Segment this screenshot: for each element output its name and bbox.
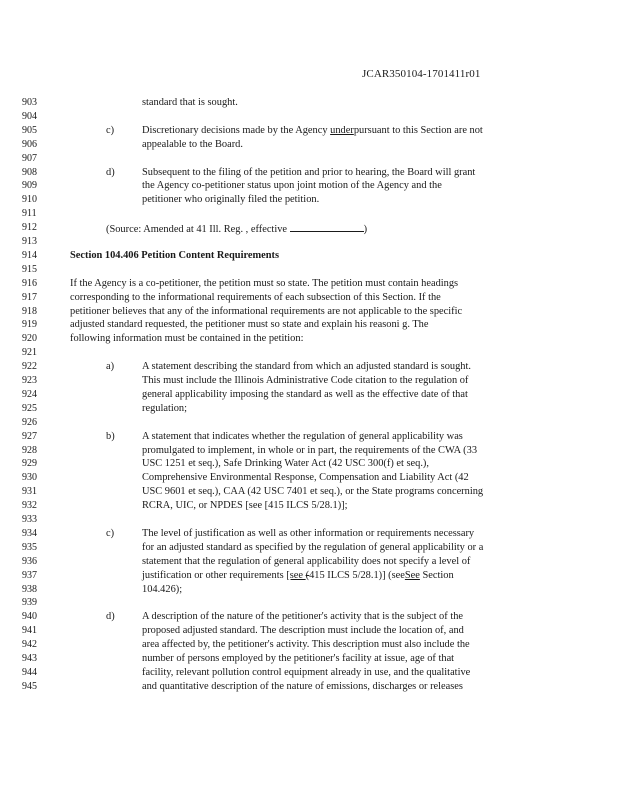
line-text <box>142 499 348 513</box>
line-text <box>142 527 474 541</box>
line-number: 922 <box>22 361 37 373</box>
blank-field <box>290 221 364 232</box>
line-number: 911 <box>22 208 37 220</box>
document-line <box>0 277 618 291</box>
document-line <box>0 124 618 138</box>
line-number: 913 <box>22 236 37 247</box>
document-line <box>0 430 618 444</box>
line-number: 926 <box>22 416 37 428</box>
line-text <box>142 471 469 485</box>
text-segment: (Source: Amended at 41 Ill. Reg. , effective <box>106 224 290 236</box>
line-text <box>142 624 464 638</box>
subsection-label: c) <box>106 124 115 136</box>
text-segment: promulgated to implement, in whole or in part, the requirements of the CWA (33 <box>142 444 478 456</box>
text-segment: A statement describing the standard from which an adjusted standard is sought. <box>142 361 471 373</box>
line-number: 915 <box>22 263 37 275</box>
text-segment: area affected by, the petitioner's activity. This description must also include the <box>142 639 470 651</box>
document-line <box>0 96 618 110</box>
line-text <box>142 179 442 193</box>
document-line <box>0 305 618 319</box>
text-segment: The level of justification as well as other information or requirements necessary <box>142 527 475 539</box>
line-text <box>142 138 243 152</box>
line-text <box>142 485 483 499</box>
document-line <box>0 110 618 124</box>
document-line <box>0 610 618 624</box>
text-segment: facility, relevant pollution control equipment already in use, and the qualitative <box>142 666 471 678</box>
text-segment: justification or other requirements <box>142 569 287 581</box>
text-segment: This must include the Illinois Administrative Code citation to the regulation of <box>142 375 469 386</box>
document-line <box>0 193 618 207</box>
document-line <box>0 555 618 569</box>
text-segment: under <box>330 124 354 136</box>
text-segment: standard that is sought. <box>142 97 238 108</box>
text-segment: general applicability imposing the standard as well as the effective date of that <box>142 388 468 400</box>
document-line <box>0 152 618 166</box>
line-number: 928 <box>22 444 37 456</box>
text-segment: proposed adjusted standard. The description must include the location of, and <box>142 625 464 637</box>
document-line <box>0 291 618 305</box>
line-number: 938 <box>22 583 37 595</box>
line-number: 905 <box>22 124 37 136</box>
line-number: 904 <box>22 110 37 122</box>
document-line <box>0 346 618 360</box>
line-text <box>142 555 470 569</box>
text-segment: Section <box>419 569 454 581</box>
document-line <box>0 638 618 652</box>
line-text <box>142 430 463 444</box>
text-segment: ( <box>305 569 310 581</box>
text-segment: USC 9601 et seq.), CAA (42 USC 7401 et seq.), or the State programs concerning <box>142 486 484 498</box>
line-text <box>142 374 468 388</box>
line-text <box>142 360 471 374</box>
text-segment: Discretionary decisions made by the Agency <box>142 124 331 136</box>
document-line <box>0 221 618 235</box>
line-number: 936 <box>22 555 37 567</box>
text-segment: Section 104.406 Petition Content Requirements <box>70 249 280 261</box>
line-number: 943 <box>22 653 37 664</box>
line-number: 925 <box>22 402 37 414</box>
line-number: 929 <box>22 458 37 470</box>
document-id-header: JCAR350104-1701411r01 <box>362 68 481 80</box>
line-text <box>70 332 303 346</box>
text-segment: petitioner who originally filed the petition. <box>142 194 320 206</box>
text-segment: adjusted standard requested, the petitioner must so state and explain his reasoni g. The <box>70 319 429 331</box>
line-text <box>142 166 475 180</box>
document-line <box>0 388 618 402</box>
document-line <box>0 596 618 610</box>
text-segment: for an adjusted standard as specified by the regulation of general applicability or a <box>142 541 484 553</box>
line-number: 942 <box>22 639 37 651</box>
document-line <box>0 624 618 638</box>
text-segment: A description of the nature of the petitioner's activity that is the subject of the <box>142 611 464 623</box>
text-segment: pursuant to this Section are not <box>353 124 483 136</box>
text-segment: USC 1251 et seq.), Safe Drinking Water Act (42 USC 300(f) et seq.), <box>142 458 429 470</box>
line-number: 944 <box>22 666 37 678</box>
line-text <box>142 193 319 207</box>
text-segment: 415 ILCS 5/28.1)] (see <box>309 569 405 581</box>
section-heading <box>70 249 279 263</box>
document-line <box>0 485 618 499</box>
line-text <box>142 124 483 138</box>
line-text <box>142 666 470 680</box>
document-line <box>0 179 618 193</box>
line-text <box>142 541 483 555</box>
text-segment: See <box>404 569 420 581</box>
line-number: 923 <box>22 375 37 386</box>
document-line <box>0 499 618 513</box>
text-segment: If the Agency is a co-petitioner, the petition must so state. The petition must contain headings <box>70 277 459 289</box>
line-number: 917 <box>22 291 37 303</box>
text-segment: and quantitative description of the nature of emissions, discharges or releases <box>142 680 463 692</box>
line-text <box>70 277 458 291</box>
line-text <box>70 305 462 319</box>
text-segment: Subsequent to the filing of the petition and prior to hearing, the Board will grant <box>142 166 476 178</box>
document-line <box>0 527 618 541</box>
text-segment: ) <box>363 224 368 236</box>
line-text <box>142 680 463 694</box>
line-number: 934 <box>22 527 37 539</box>
subsection-label: b) <box>106 430 115 442</box>
line-number: 908 <box>22 166 37 178</box>
line-text <box>142 610 463 624</box>
line-number: 921 <box>22 347 37 359</box>
line-number: 930 <box>22 472 37 484</box>
document-line <box>0 249 618 263</box>
document-line <box>0 457 618 471</box>
document-line <box>0 263 618 277</box>
text-segment: statement that the regulation of general applicability does not specify a level of <box>142 555 471 567</box>
line-text <box>142 444 477 458</box>
document-line <box>0 652 618 666</box>
line-number: 910 <box>22 194 37 206</box>
line-number: 933 <box>22 514 37 525</box>
document-line <box>0 360 618 374</box>
line-number: 907 <box>22 152 37 164</box>
document-line <box>0 166 618 180</box>
line-number: 906 <box>22 138 37 150</box>
line-number: 916 <box>22 277 37 289</box>
line-text <box>142 388 468 402</box>
text-segment: RCRA, UIC, or NPDES [see [415 ILCS 5/28.1)]; <box>142 500 348 512</box>
line-number: 924 <box>22 388 37 400</box>
document-line <box>0 471 618 485</box>
line-number: 941 <box>22 625 37 637</box>
document-line <box>0 138 618 152</box>
document-line <box>0 332 618 346</box>
document-line <box>0 318 618 332</box>
line-number: 920 <box>22 333 37 345</box>
line-number: 945 <box>22 680 37 692</box>
line-text <box>142 457 429 471</box>
line-text <box>142 638 470 652</box>
subsection-label: c) <box>106 527 115 539</box>
document-line <box>0 583 618 597</box>
line-number: 932 <box>22 500 37 512</box>
document-line <box>0 416 618 430</box>
document-line <box>0 207 618 221</box>
line-text <box>70 291 441 305</box>
line-number: 939 <box>22 597 37 609</box>
line-number: 914 <box>22 249 37 261</box>
document-line <box>0 444 618 458</box>
line-text <box>70 318 428 332</box>
subsection-label: d) <box>106 611 115 623</box>
line-text <box>142 96 238 110</box>
line-text <box>142 569 454 583</box>
text-segment: regulation; <box>142 402 188 414</box>
line-number: 935 <box>22 541 37 553</box>
line-number: 903 <box>22 97 37 108</box>
line-number: 940 <box>22 611 37 623</box>
text-segment: following information must be contained in the petition: <box>70 333 304 345</box>
line-text <box>142 652 454 666</box>
subsection-label: d) <box>106 166 115 178</box>
document-line <box>0 541 618 555</box>
text-segment: number of persons employed by the petitioner's facility at issue, age of that <box>142 653 455 664</box>
line-text <box>142 402 187 416</box>
text-segment: [see <box>286 569 306 581</box>
text-segment: 104.426); <box>142 583 183 595</box>
document-line <box>0 402 618 416</box>
line-number: 918 <box>22 305 37 317</box>
line-number: 912 <box>22 222 37 234</box>
text-segment: appealable to the Board. <box>142 138 243 150</box>
text-segment: the Agency co-petitioner status upon joint motion of the Agency and the <box>142 180 442 192</box>
line-number: 919 <box>22 319 37 331</box>
document-line <box>0 374 618 388</box>
document-line <box>0 569 618 583</box>
text-segment: A statement that indicates whether the regulation of general applicability was <box>142 430 463 442</box>
subsection-label: a) <box>106 361 115 373</box>
line-number: 909 <box>22 180 37 192</box>
document-line <box>0 235 618 249</box>
line-text <box>142 583 182 597</box>
line-number: 927 <box>22 430 37 442</box>
document-line <box>0 513 618 527</box>
text-segment: Comprehensive Environmental Response, Compensation and Liability Act (42 <box>142 472 469 484</box>
text-segment: corresponding to the informational requirements of each subsection of this Section. If the <box>70 291 441 303</box>
document-line <box>0 666 618 680</box>
line-number: 931 <box>22 486 37 498</box>
text-segment: petitioner believes that any of the informational requirements are not applicable to the specific <box>70 305 463 317</box>
document-line <box>0 680 618 694</box>
line-number: 937 <box>22 569 37 581</box>
